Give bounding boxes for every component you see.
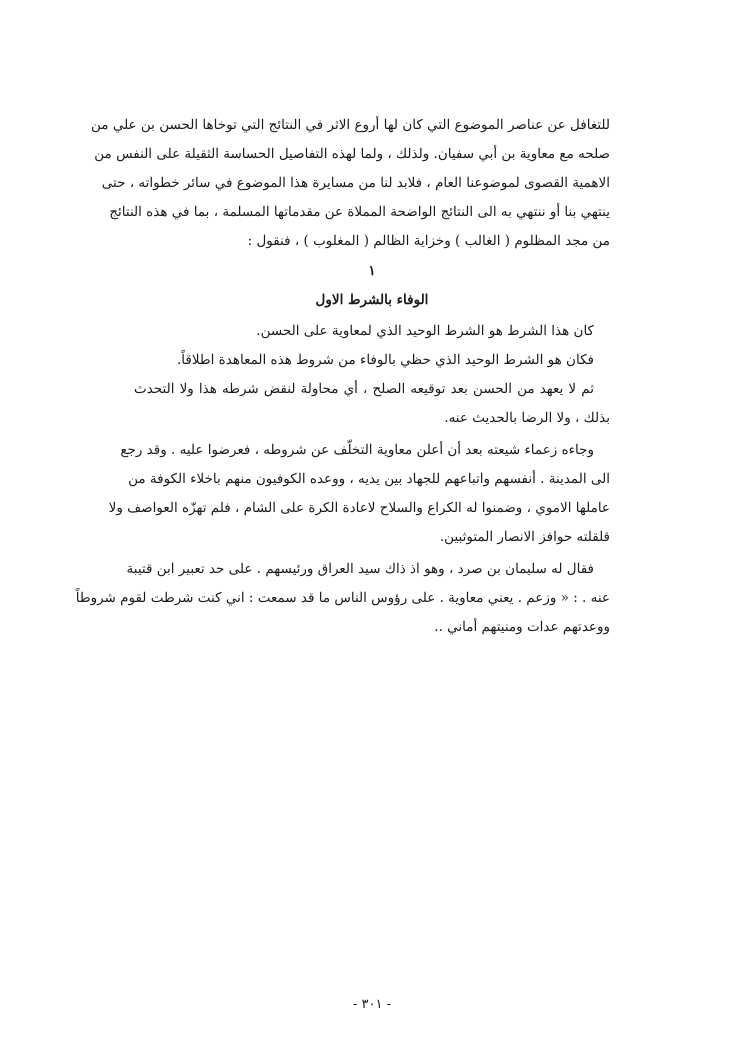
text-line-5: من مجد المظلوم ( الغالب ) وخزاية الظالم ( المغلوب ) ، فنقول : <box>247 233 610 249</box>
text-line-11: الى المدينة . أنفسهم واتباعهم للجهاد بين يديه ، ووعده الكوفيون منهم باخلاء الكوفة من <box>128 471 610 487</box>
text-line-12: عاملها الاموي ، وضمنوا له الكراع والسلاح لاعادة الكرة على الشام ، فلم تهزّه العواصف ولا <box>108 500 610 516</box>
section-number: ١ <box>368 263 376 279</box>
text-line-8: ثم لا يعهد من الحسن بعد توقيعه الصلح ، أي محاولة لنقض شرطه هذا ولا التحدث <box>134 381 594 397</box>
text-line-4: ينتهي بنا أو ننتهي به الى النتائج الواضحة المملاة عن مقدماتها المسلمة ، بما في هذه النتائج <box>109 204 610 220</box>
text-line-14: فقال له سليمان بن صرد ، وهو اذ ذاك سيد العراق ورئيسهم . على حد تعبير ابن قتيبة <box>126 561 594 577</box>
text-line-3: الاهمية القصوى لموضوعنا العام ، فلابد لنا من مسايرة هذا الموضوع في سائر خطواته ، حتى <box>101 175 610 191</box>
text-line-15: عنه . : « وزعم . يعني معاوية . على رؤوس الناس ما قد سمعت : اني كنت شرطت لقوم شروطاً <box>75 590 610 606</box>
text-line-10: وجاءه زعماء شيعته بعد أن أعلن معاوية التخلّف عن شروطه ، فعرضوا عليه . وقد رجع <box>120 442 594 458</box>
text-line-13: قلقلته حوافز الانصار المتوثبين. <box>439 529 610 545</box>
text-line-6: كان هذا الشرط هو الشرط الوحيد الذي لمعاوية على الحسن. <box>256 323 594 339</box>
text-line-7: فكان هو الشرط الوحيد الذي حظي بالوفاء من شروط هذه المعاهدة اطلاقاً. <box>176 352 594 368</box>
text-line-9: بذلك ، ولا الرضا بالحديث عنه. <box>444 410 610 426</box>
text-line-2: صلحه مع معاوية بن أبي سفيان. ولذلك ، ولما لهذه التفاصيل الحساسة الثقيلة على النفس من <box>94 146 610 162</box>
text-line-16: ووعدتهم عدات ومنيتهم أماني .. <box>434 619 610 635</box>
page-number: - ٣٠١ - <box>352 997 391 1012</box>
section-title: الوفاء بالشرط الاول <box>315 292 429 308</box>
text-line-1: للتغافل عن عناصر الموضوع التي كان لها أروع الاثر في النتائج التي توخاها الحسن بن علي من <box>91 117 610 133</box>
